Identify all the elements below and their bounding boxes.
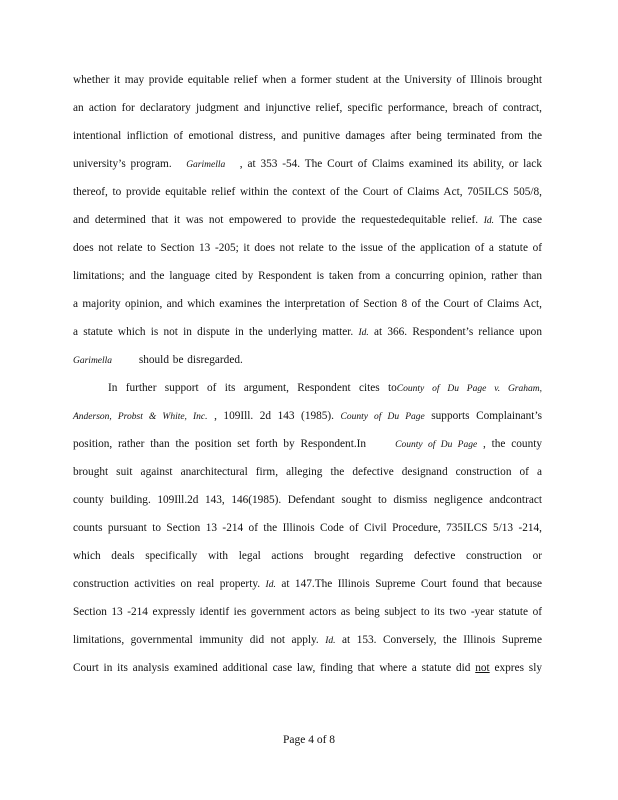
text-run: at 153. Conversely, the Illinois Supreme (342, 634, 542, 646)
text-line (73, 325, 542, 340)
text-run: university’s program. (73, 158, 172, 170)
text-line (73, 101, 542, 115)
text-run: at 366. Respondent’s reliance upon (373, 326, 542, 338)
text-run: at 147.The Illinois Supreme Court found that because (281, 578, 542, 590)
text-line (73, 437, 542, 452)
text-line (73, 73, 542, 87)
text-run: and determined that it was not empowered to provide the requestedequitable relief. (73, 214, 479, 226)
text-run: The case (499, 214, 543, 226)
text-run: intentional infliction of emotional distress, and punitive damages after being terminated from the (73, 130, 542, 142)
text-line (73, 633, 542, 648)
id-citation: Id. (483, 216, 494, 226)
id-citation: Id. (265, 580, 276, 590)
text-line (73, 129, 542, 143)
text-run: counts pursuant to Section 13 -214 of the Illinois Code of Civil Procedure, 735ILCS 5/13 -214, (73, 522, 542, 534)
text-line (73, 353, 542, 368)
text-run: , at 353 -54. The Court of Claims examined its ability, or lack (239, 158, 542, 170)
text-line (73, 269, 542, 283)
underlined-word: not (475, 662, 490, 674)
text-line (73, 297, 542, 311)
text-run: Section 13 -214 expressly identif ies government actors as being subject to its two -year statute of (73, 606, 542, 618)
id-citation: Id. (358, 328, 369, 338)
case-citation: Garimella (73, 356, 113, 366)
text-line (73, 549, 542, 563)
text-run: Court in its analysis examined additional case law, finding that where a statute did (73, 662, 471, 674)
text-run: brought suit against anarchitectural firm, alleging the defective designand construction of a (73, 466, 542, 478)
text-run: thereof, to provide equitable relief within the context of the Court of Claims Act, 705ILCS 505/8, (73, 186, 542, 198)
text-run: limitations; and the language cited by Respondent is taken from a concurring opinion, rather than (73, 270, 542, 282)
text-line (73, 577, 542, 592)
text-run: county building. 109Ill.2d 143, 146(1985). Defendant sought to dismiss negligence andcontract (73, 494, 542, 506)
case-citation: Garimella (186, 160, 226, 170)
text-run: whether it may provide equitable relief when a former student at the University of Illinois brought (73, 74, 542, 86)
text-run: construction activities on real property. (73, 578, 261, 590)
text-run: which deals specifically with legal actions brought regarding defective construction or (73, 550, 542, 562)
text-line (73, 605, 542, 619)
text-line (108, 381, 542, 396)
text-run: a statute which is not in dispute in the underlying matter. (73, 326, 354, 338)
text-run: limitations, governmental immunity did not apply. (73, 634, 319, 646)
text-line (73, 185, 542, 199)
text-run: should be disregarded. (138, 354, 243, 366)
text-line (73, 465, 542, 479)
text-line (73, 213, 542, 228)
text-run: a majority opinion, and which examines the interpretation of Section 8 of the Court of Claims Act, (73, 298, 542, 310)
text-run: expres sly (494, 662, 542, 674)
case-citation: Anderson, Probst & White, Inc. (73, 412, 208, 422)
page-number: Page 4 of 8 (282, 734, 336, 746)
text-line (73, 157, 542, 172)
text-run: In further support of its argument, Respondent cites to (108, 382, 397, 394)
text-line (73, 521, 542, 535)
text-run: supports Complainant’s (431, 410, 542, 422)
text-line (73, 493, 542, 507)
text-run: , the county (483, 438, 543, 450)
text-run: position, rather than the position set forth by Respondent.In (73, 438, 367, 450)
case-citation: County of Du Page v. Graham, (396, 384, 542, 394)
case-citation: County of Du Page (395, 440, 478, 450)
text-run: , 109Ill. 2d 143 (1985). (214, 410, 334, 422)
case-citation: County of Du Page (340, 412, 425, 422)
text-line (73, 661, 542, 675)
text-run: an action for declaratory judgment and injunctive relief, specific performance, breach of contract, (73, 102, 542, 114)
text-line (73, 409, 542, 424)
text-line (73, 241, 542, 255)
id-citation: Id. (325, 636, 336, 646)
text-run: does not relate to Section 13 -205; it does not relate to the issue of the application of a statute of (73, 242, 542, 254)
